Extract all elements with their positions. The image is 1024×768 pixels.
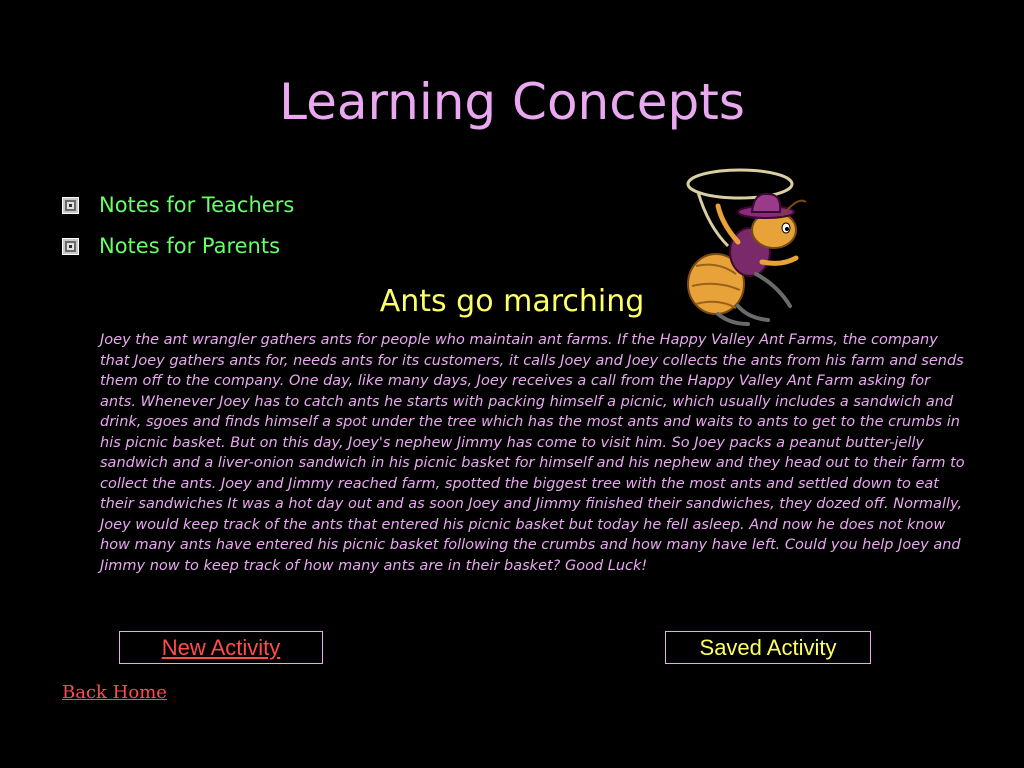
new-activity-button[interactable]: New Activity (119, 631, 323, 664)
list-item (62, 190, 294, 220)
notes-list (62, 190, 294, 272)
page-title: Learning Concepts (279, 73, 745, 131)
back-home-link[interactable]: Back Home (62, 682, 167, 703)
notes-for-teachers-link[interactable]: Notes for Teachers (99, 193, 295, 217)
document-icon (62, 197, 79, 214)
story-text: Joey the ant wrangler gathers ants for people who maintain ant farms. If the Happy Valley Ant Farms, the company that Joey gathers ants for, needs ants for its customers, it calls Joey and Joey collects the ants from his farm and sends them off to the company. One day, like many days, Joey receives a call from the Happy Valley Ant Farm asking for ants. Whenever Joey has to catch ants he starts with packing himself a picnic, which usually includes a sandwich and drink, sgoes and finds himself a spot under the tree which has the most ants and waits to ants to get to the crumbs in his picnic basket. But on this day, Joey's nephew Jimmy has come to visit him. So Joey packs a peanut butter-jelly sandwich and a liver-onion sandwich in his picnic basket for himself and his nephew and they head out to their farm to collect the ants. Joey and Jimmy reached farm, spotted the biggest tree with the most ants and settled down to eat their sandwiches It was a hot day out and as soon Joey and Jimmy finished their sandwiches, they dozed off. Normally, Joey would keep track of the ants that entered his picnic basket but today he fell asleep. And now he does not know how many ants have entered his picnic basket following the crumbs and how many have left. Could you help Joey and Jimmy now to keep track of how many ants are in their basket? Good Luck! (100, 332, 965, 574)
saved-activity-button[interactable]: Saved Activity (665, 631, 871, 664)
notes-for-parents-link[interactable]: Notes for Parents (99, 234, 281, 258)
story-title: Ants go marching (379, 284, 645, 319)
document-icon (62, 238, 79, 255)
list-item (62, 231, 294, 261)
